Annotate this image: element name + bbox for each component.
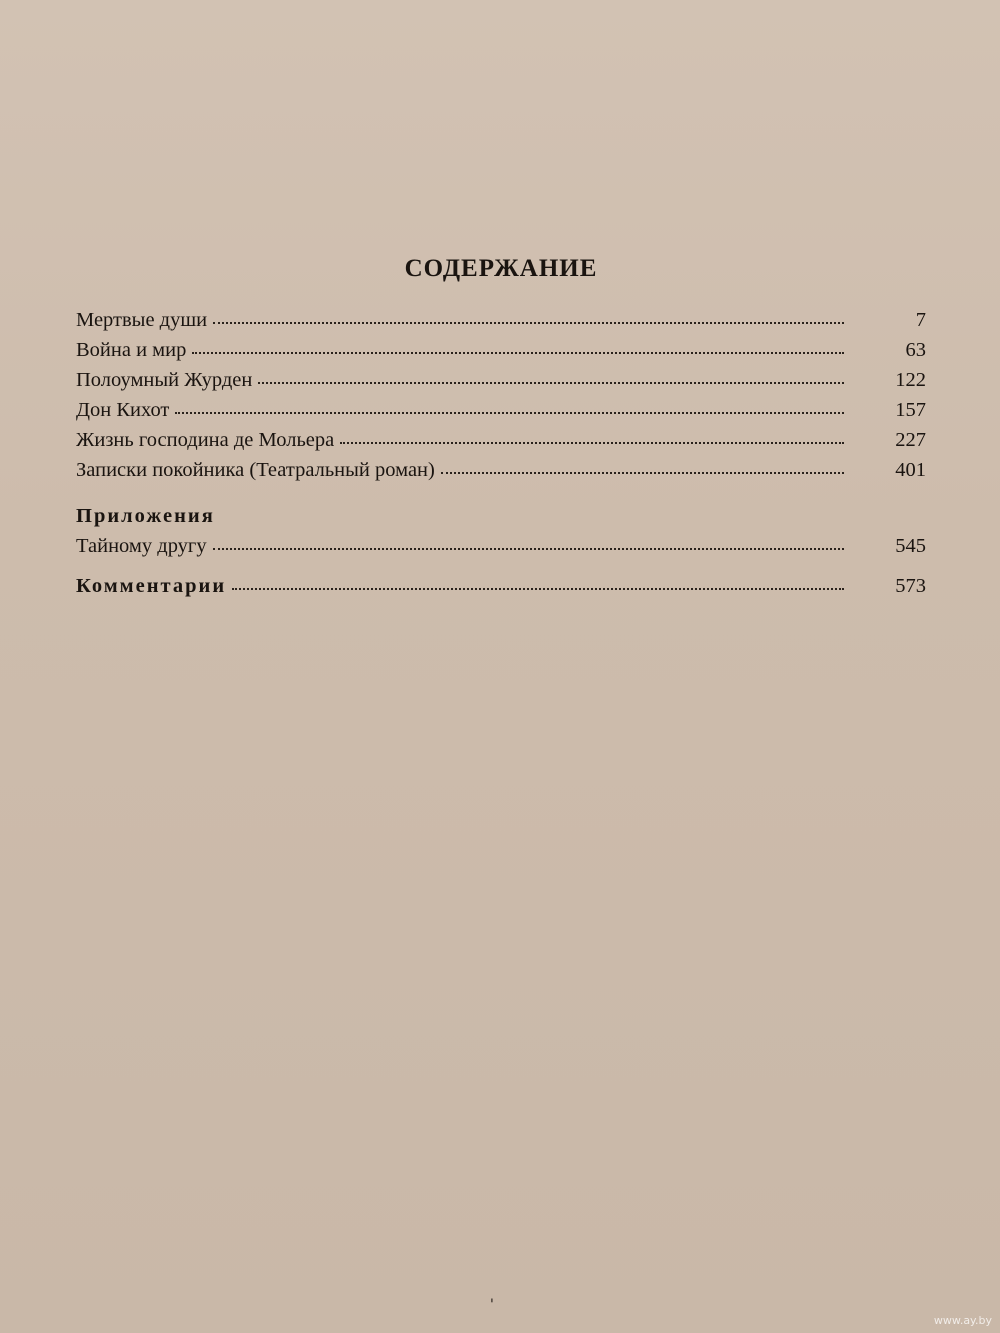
toc-entry [76, 369, 926, 399]
toc-entry-commentary [76, 575, 926, 605]
appendix-heading: Приложения [76, 505, 215, 527]
toc-entry-page: 401 [895, 459, 926, 481]
dot-leader [213, 322, 844, 324]
dot-leader [258, 382, 844, 384]
toc-entry-page: 7 [915, 309, 926, 331]
dot-leader [441, 472, 844, 474]
toc-entry-page: 545 [895, 535, 926, 557]
page-mark: ' [490, 1297, 494, 1313]
toc-entry-label: Полоумный Журден [76, 369, 253, 391]
toc-entry [76, 399, 926, 429]
toc-entry-label: Дон Кихот [76, 399, 170, 421]
toc-entry-label: Жизнь господина де Мольера [76, 429, 335, 451]
toc-entry-label: Тайному другу [76, 535, 207, 557]
dot-leader [340, 442, 844, 444]
toc-entry-page: 227 [895, 429, 926, 451]
toc-entry-label: Война и мир [76, 339, 187, 361]
table-of-contents [76, 255, 926, 605]
toc-entry-page: 122 [895, 369, 926, 391]
toc-entry [76, 429, 926, 459]
dot-leader [213, 548, 844, 550]
toc-entry [76, 339, 926, 369]
toc-entry-label: Мертвые души [76, 309, 208, 331]
dot-leader [232, 588, 844, 590]
toc-entry-page: 573 [895, 575, 926, 597]
toc-title: СОДЕРЖАНИЕ [404, 255, 598, 282]
dot-leader [175, 412, 844, 414]
toc-entry-label: Комментарии [76, 575, 227, 597]
dot-leader [192, 352, 844, 354]
toc-entry [76, 535, 926, 565]
toc-entry-label: Записки покойника (Театральный роман) [76, 459, 435, 481]
watermark-text: www.ay.by [933, 1314, 992, 1327]
toc-entry [76, 459, 926, 489]
toc-entry [76, 309, 926, 339]
toc-entry-page: 157 [895, 399, 926, 421]
toc-entry-page: 63 [905, 339, 926, 361]
show-through-text-top [70, 0, 920, 97]
